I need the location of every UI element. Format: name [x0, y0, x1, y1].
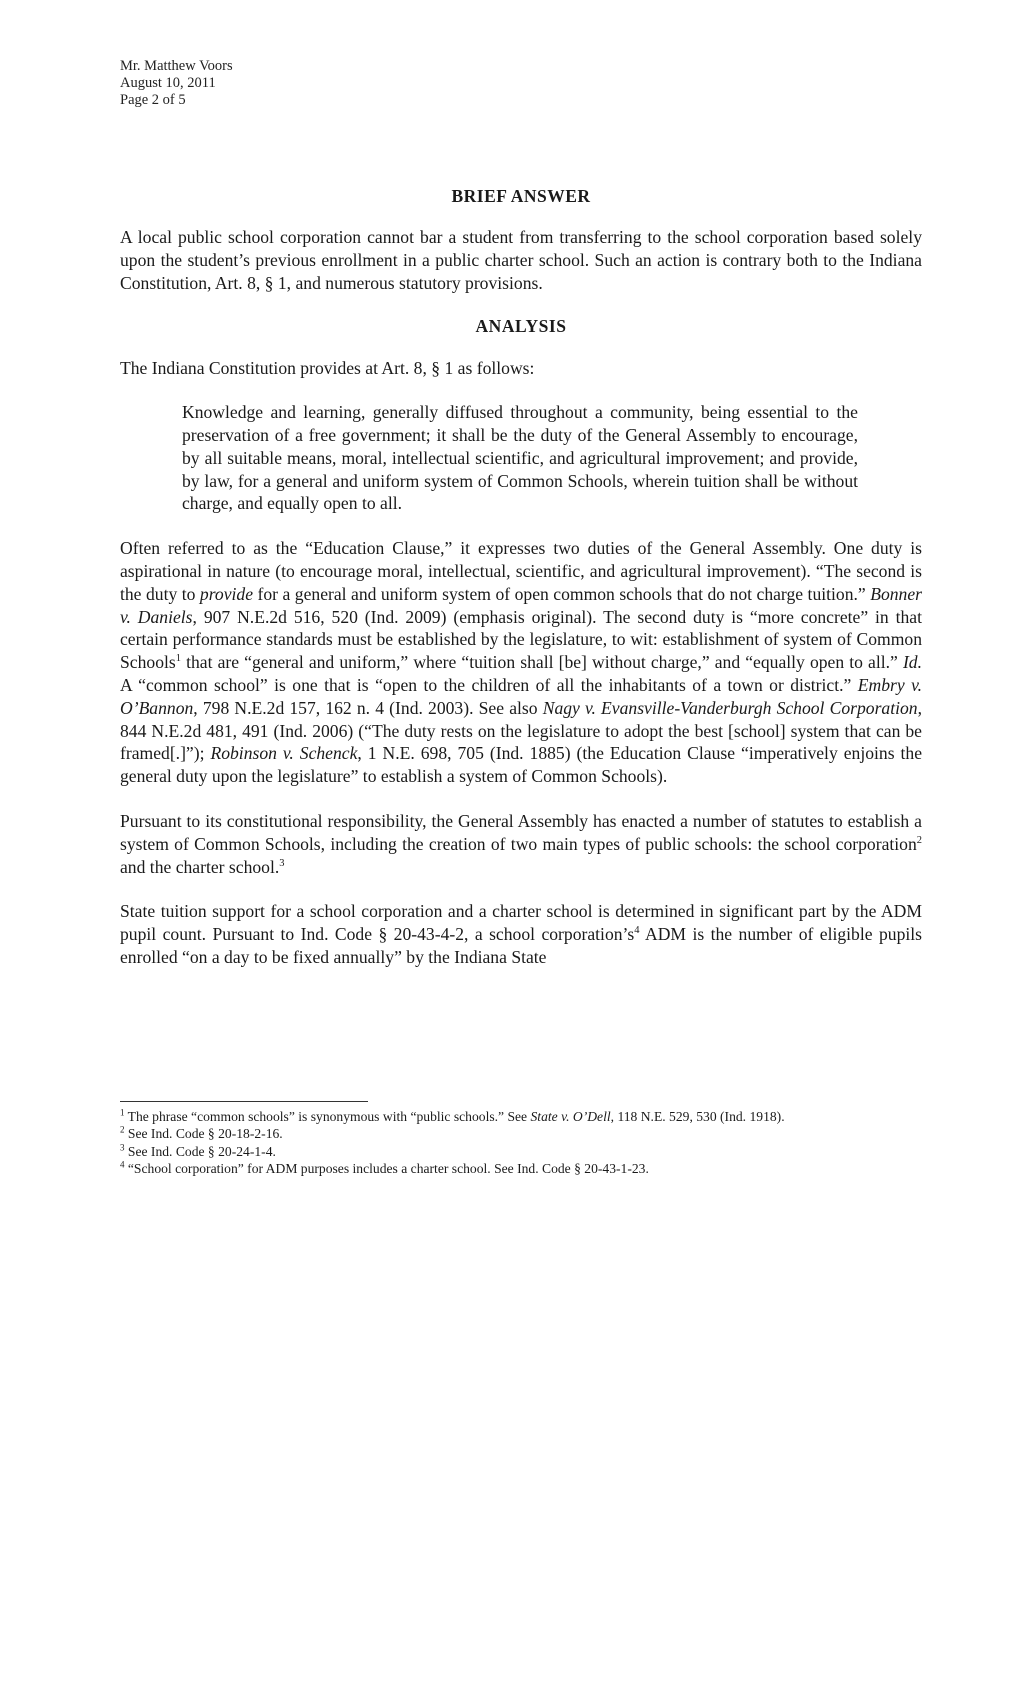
- footnote-2: [120, 1125, 920, 1142]
- text-run: , 798 N.E.2d 157, 162 n. 4 (Ind. 2003). See also: [193, 697, 543, 718]
- analysis-intro: The Indiana Constitution provides at Art. 8, § 1 as follows:: [120, 358, 535, 379]
- text-run: , 907 N.E.2d 516, 520 (Ind. 2009) (emphasis original). The second duty is “more concrete” in that certain performance standards must be established by the legislature, to wit: establishment of system of Common Schools: [120, 606, 923, 673]
- footnote-ref-4[interactable]: 4: [634, 925, 640, 937]
- letter-header: [120, 58, 922, 109]
- text-run: A “common school” is one that is “open to the children of all the inhabitants of a town or district.”: [120, 674, 858, 695]
- footnote-ref-3[interactable]: 3: [279, 857, 285, 869]
- text-run: “School corporation” for ADM purposes includes a charter school. See Ind. Code § 20-43-1-23.: [124, 1161, 649, 1177]
- case-citation: Id.: [902, 652, 922, 673]
- footnote-number: 3: [120, 1142, 125, 1153]
- case-citation: State v. O’Dell: [530, 1109, 611, 1124]
- text-run: , 1 N.E. 698, 705 (Ind. 1885) (the Education Clause “imperatively enjoins the general duty upon the legislature” to establish a system of Common Schools).: [120, 743, 922, 787]
- footnote-ref-1[interactable]: 1: [175, 653, 181, 665]
- brief-answer-paragraph: A local public school corporation cannot bar a student from transferring to the school corporation based solely upon the student’s previous enrollment in a public charter school. Such an action is contrary both to the Indiana Constitution, Art. 8, § 1, and numerous statutory provisions.: [120, 227, 922, 293]
- footnote-3: [120, 1143, 920, 1160]
- text-run: for a general and uniform system of open common schools that do not charge tuition.”: [253, 583, 871, 604]
- page-number: Page 2 of 5: [120, 92, 186, 108]
- footnote-number: 1: [120, 1107, 125, 1118]
- education-clause-paragraph: [120, 537, 922, 788]
- case-citation: Robinson v. Schenck: [210, 743, 358, 764]
- text-run: The phrase “common schools” is synonymous with “public schools.” See: [124, 1109, 531, 1124]
- footnotes-section: [120, 1101, 920, 1178]
- text-run: that are “general and uniform,” where “tuition shall [be] without charge,” and “equally open to all.”: [180, 652, 903, 673]
- text-run: Often referred to as the “Education Clause,” it expresses two duties of the General Assembly. One duty is aspirational in nature (to encourage moral, intellectual, scientific, and agricultural improvement). “The second is the duty to: [120, 538, 922, 604]
- text-run: See Ind. Code § 20-24-1-4.: [124, 1143, 276, 1159]
- footnote-number: 2: [120, 1124, 125, 1135]
- text-run: State tuition support for a school corporation and a charter school is determined in significant part by the ADM pupil count. Pursuant to Ind. Code § 20-43-4-2, a school corporation’s: [120, 901, 922, 945]
- tuition-support-paragraph: [120, 900, 922, 968]
- footnote-number: 4: [120, 1159, 125, 1170]
- emphasis-provide: provide: [199, 583, 254, 604]
- text-run: ADM is the number of eligible pupils enrolled “on a day to be fixed annually” by the Indiana State: [120, 924, 922, 967]
- footnote-1: [120, 1108, 920, 1125]
- analysis-heading: ANALYSIS: [475, 316, 567, 337]
- case-citation: Nagy v. Evansville-Vanderburgh School Corporation: [542, 697, 918, 718]
- text-run: and the charter school.: [120, 856, 280, 877]
- statutes-paragraph: [120, 810, 922, 878]
- text-run: , 844 N.E.2d 481, 491 (Ind. 2006) (“The duty rests on the legislature to adopt the best [school] system that can be framed[.]”);: [120, 697, 922, 764]
- case-citation: Bonner v. Daniels: [120, 583, 922, 627]
- brief-answer-heading: BRIEF ANSWER: [451, 186, 591, 206]
- text-run: Pursuant to its constitutional responsibility, the General Assembly has enacted a number of statutes to establish a system of Common Schools, including the creation of two main types of public schools: the school corporation: [120, 810, 922, 854]
- text-run: , 118 N.E. 529, 530 (Ind. 1918).: [610, 1109, 785, 1124]
- recipient-name: Mr. Matthew Voors: [120, 58, 233, 74]
- constitution-quote: Knowledge and learning, generally diffused throughout a community, being essential to the preservation of a free government; it shall be the duty of the General Assembly to encourage, by all suitable means, moral, intellectual scientific, and agricultural improvement; and provide, by law, for a general and uniform system of Common Schools, wherein tuition shall be without charge, and equally open to all.: [182, 402, 858, 514]
- text-run: See Ind. Code § 20-18-2-16.: [124, 1126, 283, 1142]
- letter-date: August 10, 2011: [120, 75, 216, 91]
- case-citation: Embry v. O’Bannon: [120, 674, 922, 718]
- footnote-ref-2[interactable]: 2: [916, 834, 922, 846]
- footnote-4: [120, 1160, 920, 1177]
- footnote-divider: [120, 1101, 368, 1102]
